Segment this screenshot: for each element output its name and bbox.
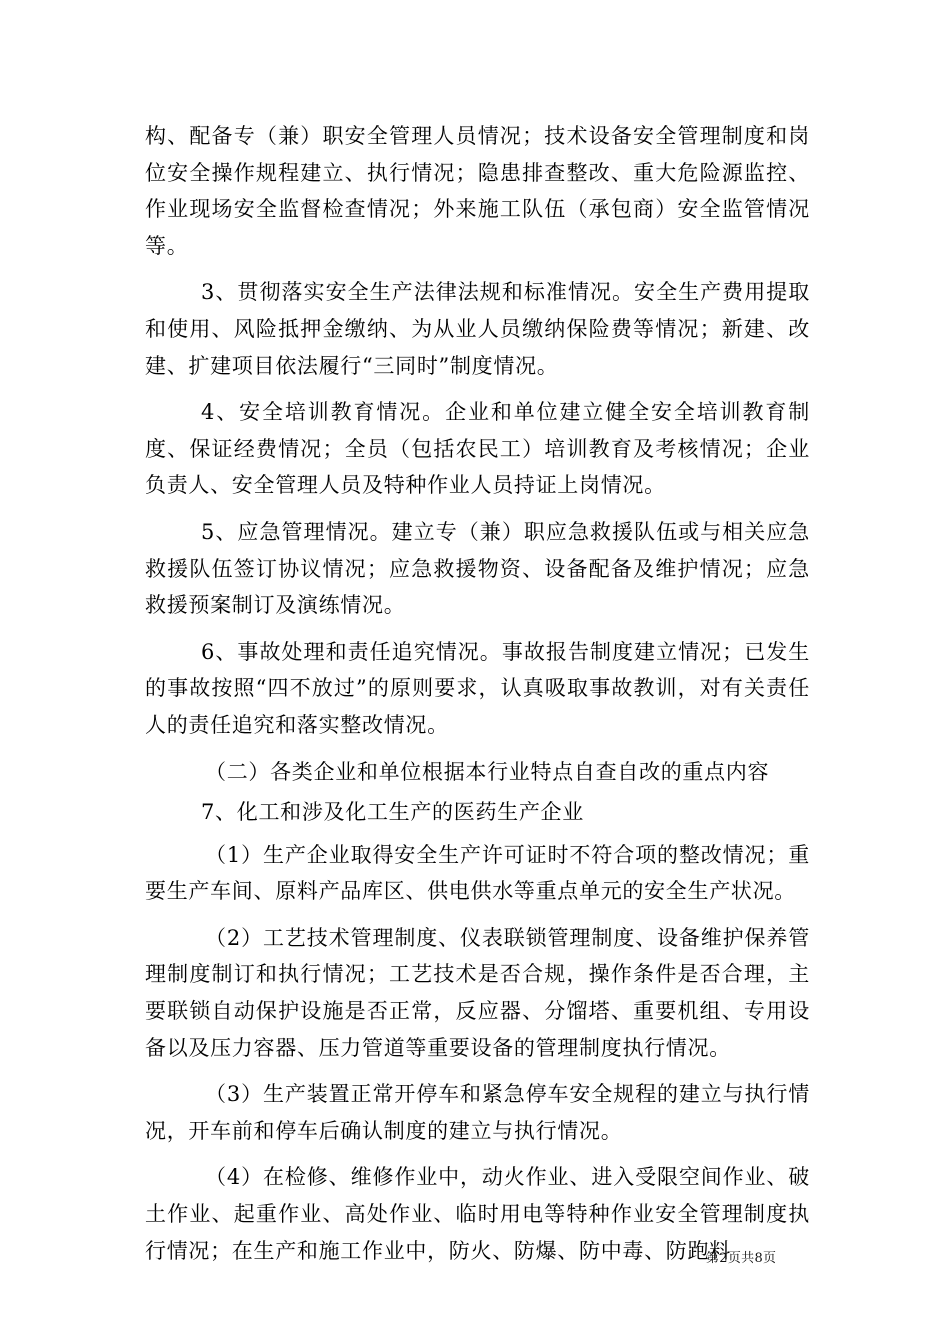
paragraph-item-5: 5、应急管理情况。建立专（兼）职应急救援队伍或与相关应急救援队伍签订协议情况；应急救援物资、设备配备及维护情况；应急救援预案制订及演练情况。	[145, 519, 810, 618]
paragraph-subitem-2: （2）工艺技术管理制度、仪表联锁管理制度、设备维护保养管理制度制订和执行情况；工艺技术是否合规，操作条件是否合理，主要联锁自动保护设施是否正常，反应器、分馏塔、重要机组、专用设备以及压力容器、压力管道等重要设备的管理制度执行情况。	[145, 925, 810, 1060]
document-body	[145, 118, 810, 1279]
paragraph-item-3: 3、贯彻落实安全生产法律法规和标准情况。安全生产费用提取和使用、风险抵押金缴纳、为从业人员缴纳保险费等情况；新建、改建、扩建项目依法履行“三同时”制度情况。	[145, 280, 810, 378]
paragraph-item-6: 6、事故处理和责任追究情况。事故报告制度建立情况；已发生的事故按照“四不放过”的原则要求，认真吸取事故教训，对有关责任人的责任追究和落实整改情况。	[145, 639, 810, 737]
paragraph-subitem-1: （1）生产企业取得安全生产许可证时不符合项的整改情况；重要生产车间、原料产品库区、供电供水等重点单元的安全生产状况。	[145, 842, 810, 904]
page-number-footer: 第2页共8页	[706, 1251, 777, 1266]
paragraph-subitem-4: （4）在检修、维修作业中，动火作业、进入受限空间作业、破土作业、起重作业、高处作业、临时用电等特种作业安全管理制度执行情况；在生产和施工作业中，防火、防爆、防中毒、防跑料	[145, 1165, 810, 1263]
subsection-heading-7: 7、化工和涉及化工生产的医药生产企业	[201, 800, 584, 825]
paragraph-continuation: 构、配备专（兼）职安全管理人员情况；技术设备安全管理制度和岗位安全操作规程建立、执行情况；隐患排查整改、重大危险源监控、作业现场安全监督检查情况；外来施工队伍（承包商）安全监管情况等。	[145, 124, 810, 258]
section-heading-2: （二）各类企业和单位根据本行业特点自查自改的重点内容	[205, 759, 770, 784]
paragraph-item-4: 4、安全培训教育情况。企业和单位建立健全安全培训教育制度、保证经费情况；全员（包括农民工）培训教育及考核情况；企业负责人、安全管理人员及特种作业人员持证上岗情况。	[145, 400, 810, 498]
paragraph-subitem-3: （3）生产装置正常开停车和紧急停车安全规程的建立与执行情况，开车前和停车后确认制度的建立与执行情况。	[145, 1082, 810, 1143]
